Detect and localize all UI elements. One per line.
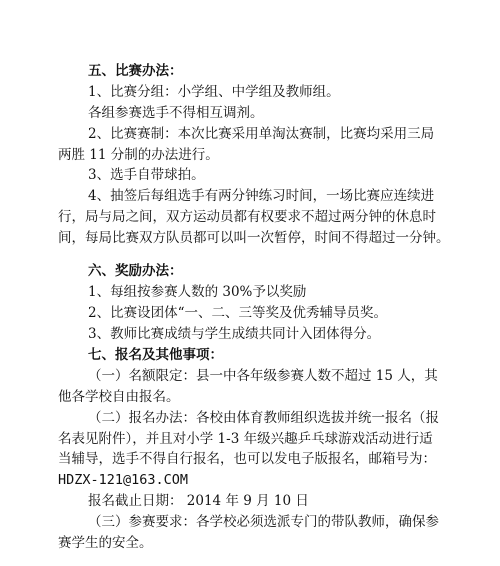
section5-line-6: 4、抽签后每组选手有两分钟练习时间，一场比赛应连续进	[88, 188, 435, 204]
section7-line-9: 赛学生的安全。	[58, 535, 153, 551]
section6-line-2: 2、比赛设团体“一、二、三等奖及优秀辅导员奖。	[88, 305, 387, 321]
section6-line-1: 1、每组按参赛人数的 30%予以奖励	[88, 284, 307, 300]
section7-line-1: （一）名额限定：县一中各年级参赛人数不超过 15 人，其	[88, 368, 438, 384]
section5-line-8: 间，每局比赛双方队员都可以叫一次暂停，时间不得超过一分钟。	[58, 230, 450, 246]
section5-heading: 五、比赛办法：	[88, 63, 183, 79]
email-address: HDZX-121@163.COM	[58, 472, 189, 488]
section6-heading: 六、奖励办法：	[88, 263, 183, 279]
deadline-line: 报名截止日期： 2014 年 9 月 10 日	[88, 493, 309, 509]
section7-line-5: 当辅导，选手不得自行报名，也可以发电子版报名，邮箱号为：	[58, 451, 436, 467]
section7-line-4: 名表见附件），并且对小学 1-3 年级兴趣乒乓球游戏活动进行适	[58, 431, 433, 447]
section5-line-3: 2、比赛赛制：本次比赛采用单淘汰赛制，比赛均采用三局	[88, 126, 435, 142]
section7-line-3: （二）报名办法：各校由体育教师组织选拔并统一报名（报	[88, 410, 439, 426]
section5-line-7: 行，局与局之间，双方运动员都有权要求不超过两分钟的休息时	[58, 209, 436, 225]
section5-line-4: 两胜 11 分制的办法进行。	[58, 147, 219, 163]
section5-line-1: 1、比赛分组：小学组、中学组及教师组。	[88, 84, 340, 100]
section5-line-5: 3、选手自带球拍。	[88, 167, 205, 183]
section7-line-8: （三）参赛要求：各学校必须选派专门的带队教师，确保参	[88, 514, 439, 530]
section5-line-2: 各组参赛选手不得相互调剂。	[88, 105, 264, 121]
section6-line-3: 3、教师比赛成绩与学生成绩共同计入团体得分。	[88, 326, 381, 342]
section7-heading: 七、报名及其他事项：	[88, 347, 223, 363]
section7-line-2: 他各学校自由报名。	[58, 389, 180, 405]
